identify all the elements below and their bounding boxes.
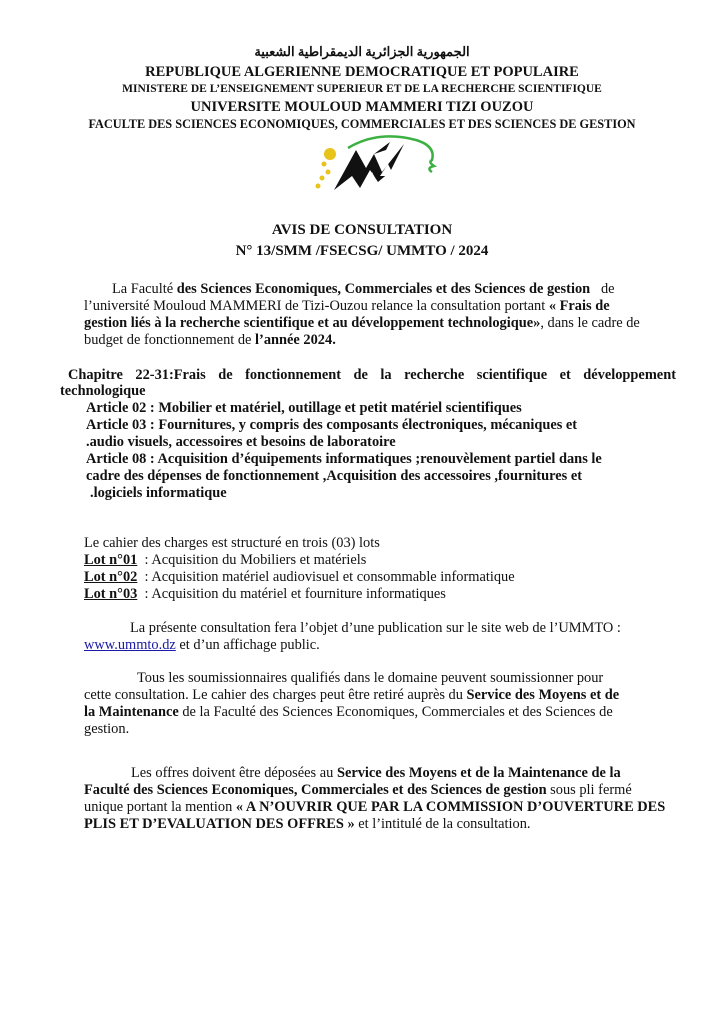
submission-bold: Service des Moyens et de la Maintenance de la bbox=[336, 765, 621, 781]
eligibility-bold: la Maintenance bbox=[84, 704, 179, 720]
intro-text: , dans le cadre de bbox=[540, 315, 640, 331]
university-logo-icon bbox=[308, 132, 440, 196]
publication-line-1: La présente consultation fera l’objet d’une publication sur le site web de l’UMMTO : bbox=[130, 620, 621, 636]
header-university: UNIVERSITE MOULOUD MAMMERI TIZI OUZOU bbox=[190, 99, 534, 115]
intro-text: La Faculté bbox=[112, 281, 177, 297]
lot-text: : Acquisition du matériel et fourniture informatiques bbox=[140, 586, 446, 602]
lot-label: Lot n°02 bbox=[84, 569, 138, 585]
submission-text: unique portant la mention bbox=[84, 799, 236, 815]
article-08-cont: cadre des dépenses de fonctionnement ,Acquisition des accessoires ,fournitures et bbox=[86, 468, 583, 484]
eligibility-bold: Service des Moyens et de bbox=[466, 687, 620, 703]
eligibility-text: de la Faculté des Sciences Economiques, Commerciales et des Sciences de bbox=[178, 704, 613, 720]
submission-text: et l’intitulé de la consultation. bbox=[354, 816, 531, 832]
intro-bold: l’année 2024. bbox=[255, 332, 336, 348]
article-08: Article 08 : Acquisition d’équipements informatiques ;renouvèlement partiel dans le bbox=[86, 451, 602, 467]
eligibility-line-2 bbox=[84, 686, 619, 704]
intro-text: budget de fonctionnement de bbox=[84, 332, 256, 348]
intro-text: l’université Mouloud MAMMERI de Tizi-Ouzou relance la consultation portant bbox=[84, 298, 549, 314]
submission-text: sous pli fermé bbox=[546, 782, 632, 798]
intro-line-1 bbox=[112, 280, 615, 298]
lot-text: : Acquisition matériel audiovisuel et consommable informatique bbox=[140, 569, 515, 585]
article-02: Article 02 : Mobilier et matériel, outillage et petit matériel scientifiques bbox=[86, 400, 522, 416]
submission-line-2 bbox=[84, 781, 632, 799]
submission-bold: PLIS ET D’EVALUATION DES OFFRES » bbox=[84, 816, 355, 832]
intro-bold: des Sciences Economiques, Commerciales et des Sciences de gestion bbox=[176, 281, 591, 297]
header-republic: REPUBLIQUE ALGERIENNE DEMOCRATIQUE ET POPULAIRE bbox=[145, 64, 579, 80]
article-03: Article 03 : Fournitures, y compris des composants électroniques, mécaniques et bbox=[86, 417, 578, 433]
submission-bold: « A N’OUVRIR QUE PAR LA COMMISSION D’OUVERTURE DES bbox=[235, 799, 666, 815]
header-arabic: الجمهورية الجزائرية الديمقراطية الشعبية bbox=[254, 44, 470, 59]
submission-bold: Faculté des Sciences Economiques, Commerciales et des Sciences de gestion bbox=[84, 782, 547, 798]
submission-line-1 bbox=[131, 764, 621, 782]
notice-title: AVIS DE CONSULTATION bbox=[271, 222, 453, 238]
eligibility-line-1: Tous les soumissionnaires qualifiés dans le domaine peuvent soumissionner pour bbox=[137, 670, 604, 686]
submission-text: Les offres doivent être déposées au bbox=[131, 765, 337, 781]
intro-bold: « Frais de bbox=[548, 298, 610, 314]
submission-line-4 bbox=[84, 815, 531, 833]
notice-number: N° 13/SMM /FSECSG/ UMMTO / 2024 bbox=[235, 243, 489, 259]
article-03-cont: .audio visuels, accessoires et besoins de laboratoire bbox=[86, 434, 396, 450]
publication-text: et d’un affichage public. bbox=[175, 637, 320, 653]
lots-intro: Le cahier des charges est structuré en trois (03) lots bbox=[84, 535, 380, 551]
ummto-website-link[interactable]: www.ummto.dz bbox=[84, 637, 176, 653]
chapter-line-2: technologique bbox=[60, 383, 146, 399]
eligibility-line-3 bbox=[84, 703, 613, 721]
intro-line-4 bbox=[84, 331, 336, 349]
intro-bold: gestion liés à la recherche scientifique et au développement technologique» bbox=[84, 315, 541, 331]
chapter-line-1: Chapitre 22-31:Frais de fonctionnement de la recherche scientifique et développement bbox=[68, 367, 676, 383]
intro-text: de bbox=[600, 281, 615, 297]
header-ministry: MINISTERE DE L’ENSEIGNEMENT SUPERIEUR ET DE LA RECHERCHE SCIENTIFIQUE bbox=[122, 83, 602, 95]
lot-item-3 bbox=[84, 585, 446, 603]
eligibility-line-4: gestion. bbox=[84, 721, 130, 737]
article-08-cont2: .logiciels informatique bbox=[90, 485, 227, 501]
submission-line-3 bbox=[84, 798, 665, 816]
header-faculty: FACULTE DES SCIENCES ECONOMIQUES, COMMERCIALES ET DES SCIENCES DE GESTION bbox=[88, 117, 636, 131]
lot-item-2 bbox=[84, 568, 515, 586]
lot-text: : Acquisition du Mobiliers et matériels bbox=[140, 552, 367, 568]
intro-line-3 bbox=[84, 314, 640, 332]
eligibility-text: cette consultation. Le cahier des charges peut être retiré auprès du bbox=[84, 687, 467, 703]
lot-label: Lot n°01 bbox=[84, 552, 138, 568]
publication-line-2 bbox=[84, 636, 320, 654]
lot-label: Lot n°03 bbox=[84, 586, 138, 602]
lot-item-1 bbox=[84, 551, 366, 569]
intro-line-2 bbox=[84, 297, 610, 315]
